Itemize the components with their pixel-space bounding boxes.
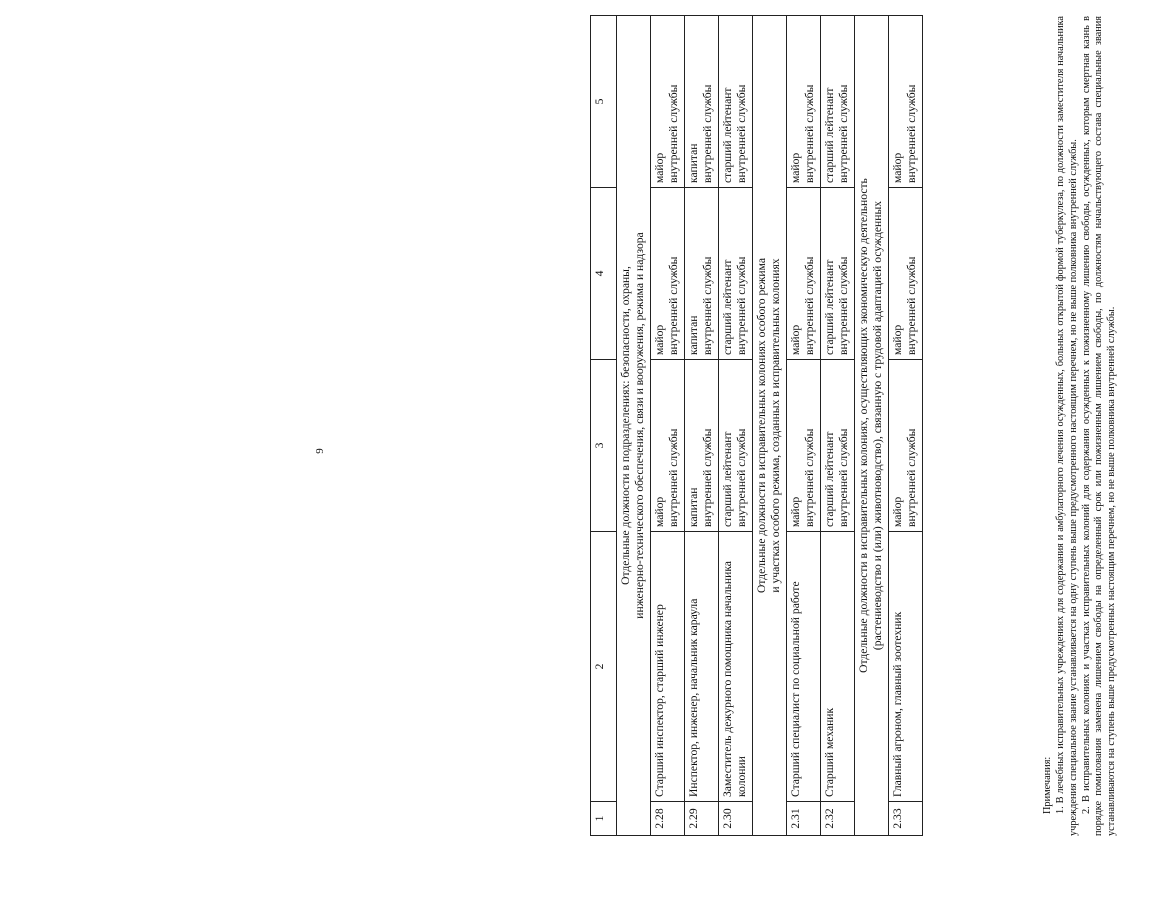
rank-cell: майор внутренней службы (650, 188, 684, 360)
rank-cell: старший лейтенант внутренней службы (718, 188, 752, 360)
row-number: 2.33 (888, 802, 922, 836)
notes-title: Примечания: (1042, 756, 1053, 814)
rank-cell: капитан внутренней службы (684, 188, 718, 360)
rotated-page-content (590, 16, 1150, 836)
rank-cell: старший лейтенант внутренней службы (718, 360, 752, 532)
rank-cell: старший лейтенант внутренней службы (820, 188, 854, 360)
position-title: Старший специалист по социальной работе (786, 532, 820, 802)
header-row (591, 16, 617, 836)
table-row (888, 16, 922, 836)
rank-cell: старший лейтенант внутренней службы (820, 16, 854, 188)
rank-cell: старший лейтенант внутренней службы (718, 16, 752, 188)
section-heading-row (854, 16, 888, 836)
table-row (684, 16, 718, 836)
row-number: 2.32 (820, 802, 854, 836)
notes-block (1042, 16, 1119, 836)
table-row (718, 16, 752, 836)
position-title: Заместитель дежурного помощника начальника колонии (718, 532, 752, 802)
row-number: 2.28 (650, 802, 684, 836)
rank-cell: капитан внутренней службы (684, 16, 718, 188)
rank-cell: майор внутренней службы (786, 360, 820, 532)
ranks-table (590, 15, 923, 836)
header-col-1: 1 (591, 802, 617, 836)
row-number: 2.31 (786, 802, 820, 836)
position-title: Старший инспектор, старший инженер (650, 532, 684, 802)
row-number: 2.30 (718, 802, 752, 836)
table-row (820, 16, 854, 836)
section-heading: Отдельные должности в исправительных колониях, осуществляющих экономическую деятельность (растениеводство и (или) животноводство), связанную с трудовой адаптацией осужденных (854, 16, 888, 836)
section-heading: Отдельные должности в подразделениях: безопасности, охраны, инженерно-технического обеспечения, связи и вооружения, режима и надзора (617, 16, 651, 836)
header-col-4: 4 (591, 188, 617, 360)
header-col-3: 3 (591, 360, 617, 532)
note-2: 2. В исправительных колониях и участках исправительных колоний для содержания осужденных к пожизненному лишению свободы, осужденных, которым смертная казнь в порядке помилования заменена лишением свободы на определенный срок или пожизненным лишением свободы, по должностям начальствующего состава специальные звания устанавливаются на ступень выше предусмотренных настоящим перечнем, но не выше полковника внутренней службы. (1080, 16, 1118, 836)
rank-cell: старший лейтенант внутренней службы (820, 360, 854, 532)
section-heading-row (617, 16, 651, 836)
rank-cell: майор внутренней службы (786, 188, 820, 360)
rank-cell: капитан внутренней службы (684, 360, 718, 532)
position-title: Старший механик (820, 532, 854, 802)
position-title: Инспектор, инженер, начальник караула (684, 532, 718, 802)
header-col-2: 2 (591, 532, 617, 802)
table-row (786, 16, 820, 836)
section-heading-row (752, 16, 786, 836)
row-number: 2.29 (684, 802, 718, 836)
position-title: Главный агроном, главный зоотехник (888, 532, 922, 802)
rank-cell: майор внутренней службы (888, 360, 922, 532)
header-col-5: 5 (591, 16, 617, 188)
note-1: 1. В лечебных исправительных учреждениях для содержания и амбулаторного лечения осужденных, больных открытой формой туберкулеза, по должности заместителя начальника учреждения специальное звание устанавливается на одну ступень выше предусмотренного настоящим перечнем, но не выше полковника внутренней службы. (1054, 16, 1079, 836)
section-heading: Отдельные должности в исправительных колониях особого режима и участках особого режима, созданных в исправительных колониях (752, 16, 786, 836)
rank-cell: майор внутренней службы (888, 188, 922, 360)
rank-cell: майор внутренней службы (650, 16, 684, 188)
rank-cell: майор внутренней службы (888, 16, 922, 188)
page-number: 9 (314, 448, 326, 454)
rank-cell: майор внутренней службы (650, 360, 684, 532)
table-row (650, 16, 684, 836)
rank-cell: майор внутренней службы (786, 16, 820, 188)
